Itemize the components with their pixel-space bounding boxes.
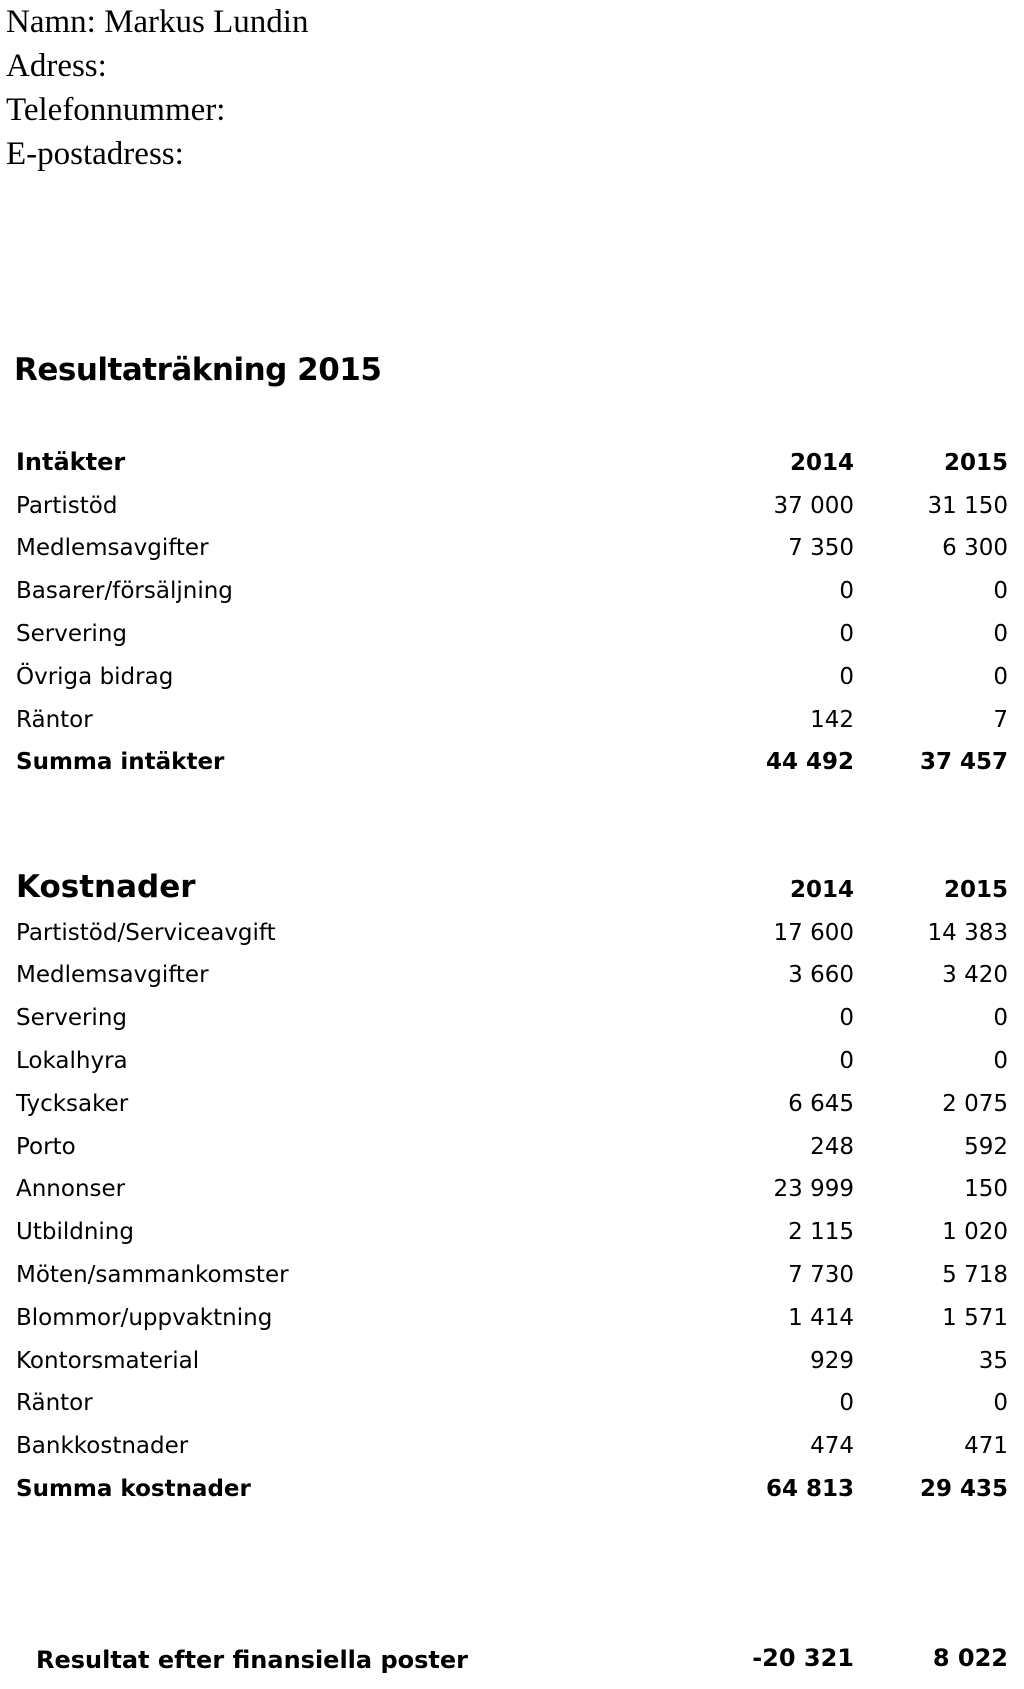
value-2014: 929: [810, 1347, 854, 1374]
total-label: Summa intäkter: [16, 749, 225, 776]
value-2015: 0: [993, 578, 1008, 605]
value-2015: 5 718: [942, 1261, 1008, 1288]
value-2015: 0: [993, 1047, 1008, 1074]
table-row: [16, 1296, 1016, 1339]
value-2015: 3 420: [942, 962, 1008, 989]
row-label: Bankkostnader: [16, 1433, 189, 1460]
row-label: Medlemsavgifter: [16, 962, 209, 989]
income-heading: Intäkter: [16, 447, 126, 476]
value-2014: 7 350: [788, 535, 854, 562]
table-row: [16, 484, 1016, 527]
result-2015: 8 022: [932, 1644, 1008, 1672]
table-row: [16, 1253, 1016, 1296]
costs-section: [16, 868, 1016, 1510]
table-row: [16, 569, 1016, 612]
value-2015: 471: [964, 1433, 1008, 1460]
value-2015: 1 571: [942, 1304, 1008, 1331]
row-label: Annonser: [16, 1176, 126, 1203]
row-label: Servering: [16, 1005, 127, 1032]
row-label: Porto: [16, 1133, 76, 1160]
value-2014: 7 730: [788, 1261, 854, 1288]
contact-address: Adress:: [6, 48, 107, 84]
total-2015: 29 435: [919, 1475, 1008, 1502]
value-2015: 6 300: [942, 535, 1008, 562]
value-2014: 0: [839, 1390, 854, 1417]
row-label: Kontorsmaterial: [16, 1347, 200, 1374]
value-2014: 3 660: [788, 962, 854, 989]
row-label: Medlemsavgifter: [16, 535, 209, 562]
value-2014: 6 645: [788, 1090, 854, 1117]
value-2015: 0: [993, 663, 1008, 690]
table-row: [16, 954, 1016, 997]
contact-name: Namn: Markus Lundin: [6, 4, 309, 40]
value-2015: 0: [993, 1005, 1008, 1032]
income-total-row: [16, 741, 1016, 784]
row-label: Basarer/försäljning: [16, 578, 233, 605]
value-2015: 35: [978, 1347, 1008, 1374]
value-2015: 0: [993, 1390, 1008, 1417]
value-2014: 0: [839, 1047, 854, 1074]
value-2015: 7: [993, 706, 1008, 733]
table-row: [16, 1424, 1016, 1467]
row-label: Räntor: [16, 706, 93, 733]
table-row: [16, 1339, 1016, 1382]
table-row: [16, 612, 1016, 655]
table-row: [16, 698, 1016, 741]
row-label: Möten/sammankomster: [16, 1261, 289, 1288]
income-section: [16, 441, 1016, 783]
page-title: Resultaträkning 2015: [14, 352, 382, 388]
value-2015: 592: [964, 1133, 1008, 1160]
table-row: [16, 911, 1016, 954]
value-2014: 474: [810, 1433, 854, 1460]
value-2014: 37 000: [773, 492, 854, 519]
value-2015: 150: [964, 1176, 1008, 1203]
value-2014: 142: [810, 706, 854, 733]
total-2014: 64 813: [765, 1475, 854, 1502]
table-row: [16, 1168, 1016, 1211]
row-label: Blommor/uppvaktning: [16, 1304, 273, 1331]
row-label: Övriga bidrag: [16, 663, 174, 690]
table-row: [16, 1125, 1016, 1168]
value-2015: 1 020: [942, 1219, 1008, 1246]
row-label: Partistöd/Serviceavgift: [16, 919, 276, 946]
costs-year-2015: 2015: [943, 876, 1008, 903]
income-year-2015: 2015: [943, 449, 1008, 476]
value-2014: 2 115: [788, 1219, 854, 1246]
table-row: [16, 1039, 1016, 1082]
value-2014: 23 999: [773, 1176, 854, 1203]
value-2014: 17 600: [773, 919, 854, 946]
total-2015: 37 457: [919, 749, 1008, 776]
costs-heading: Kostnader: [16, 868, 196, 905]
value-2014: 0: [839, 620, 854, 647]
costs-year-2014: 2014: [789, 876, 854, 903]
table-row: [16, 1210, 1016, 1253]
contact-block: [6, 0, 308, 176]
value-2014: 248: [810, 1133, 854, 1160]
table-row: [16, 1382, 1016, 1425]
result-label: Resultat efter finansiella poster: [36, 1646, 468, 1674]
value-2014: 0: [839, 663, 854, 690]
value-2015: 14 383: [927, 919, 1008, 946]
row-label: Utbildning: [16, 1219, 134, 1246]
table-row: [16, 996, 1016, 1039]
total-2014: 44 492: [765, 749, 854, 776]
row-label: Räntor: [16, 1390, 93, 1417]
total-label: Summa kostnader: [16, 1475, 251, 1502]
contact-email: E-postadress:: [6, 136, 184, 172]
value-2014: 0: [839, 578, 854, 605]
table-row: [16, 527, 1016, 570]
row-label: Lokalhyra: [16, 1047, 128, 1074]
value-2014: 0: [839, 1005, 854, 1032]
row-label: Partistöd: [16, 492, 118, 519]
result-row: [16, 1634, 1016, 1682]
row-label: Tycksaker: [16, 1090, 129, 1117]
contact-phone: Telefonnummer:: [6, 92, 226, 128]
value-2015: 0: [993, 620, 1008, 647]
costs-total-row: [16, 1467, 1016, 1510]
income-header-row: [16, 441, 1016, 484]
value-2015: 31 150: [927, 492, 1008, 519]
table-row: [16, 1082, 1016, 1125]
result-2014: -20 321: [752, 1644, 854, 1672]
row-label: Servering: [16, 620, 127, 647]
value-2014: 1 414: [788, 1304, 854, 1331]
costs-header-row: [16, 868, 1016, 911]
table-row: [16, 655, 1016, 698]
value-2015: 2 075: [942, 1090, 1008, 1117]
income-year-2014: 2014: [789, 449, 854, 476]
